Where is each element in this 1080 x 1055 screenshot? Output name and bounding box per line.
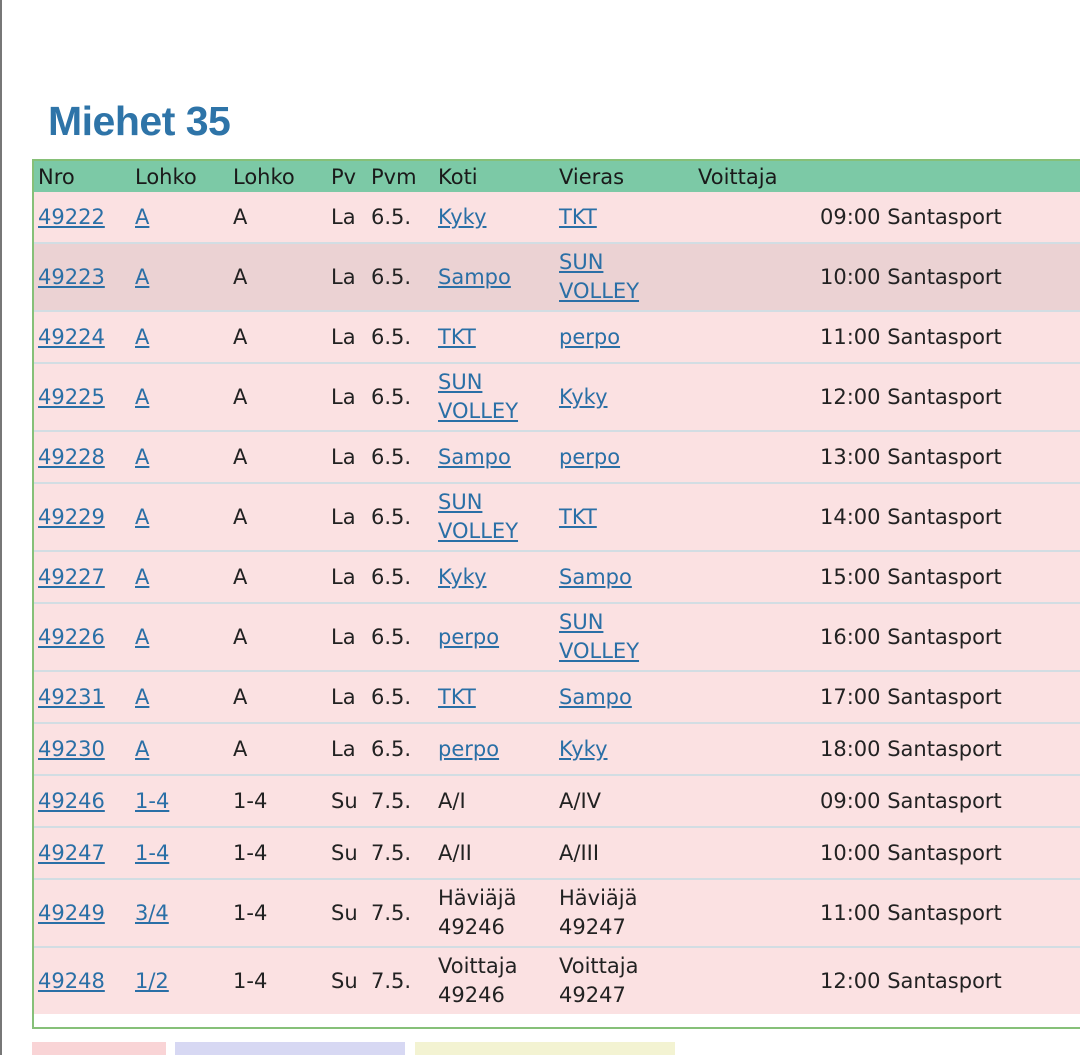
lohko-link[interactable]: 1/2 (135, 968, 169, 993)
time-place-text: 11:00 Santasport (820, 324, 1002, 349)
cell-koti (434, 947, 555, 1014)
home-team-text: 49246 (438, 915, 505, 939)
lohko-text: A (233, 504, 248, 529)
time-place-text: 18:00 Santasport (820, 736, 1002, 761)
cell-time-place (816, 363, 1080, 431)
away-team-link[interactable]: perpo (559, 444, 621, 469)
match-number-link[interactable]: 49226 (38, 624, 105, 649)
away-team-text: A/IV (559, 788, 601, 813)
cell-lohko (229, 775, 327, 827)
cell-lohko (229, 671, 327, 723)
cell-lohko-link (131, 483, 229, 551)
away-team-link[interactable]: VOLLEY (559, 279, 640, 303)
date-text: 6.5. (371, 324, 412, 349)
cell-nro (34, 311, 131, 363)
cell-lohko-link (131, 243, 229, 311)
cell-pv (327, 671, 367, 723)
column-header-pv: Pv (327, 161, 367, 192)
cell-pvm (367, 431, 434, 483)
cell-pv (327, 947, 367, 1014)
lohko-text: A (233, 264, 248, 289)
lohko-link[interactable]: A (135, 264, 150, 289)
cell-vieras (555, 723, 694, 775)
lohko-text: A (233, 624, 248, 649)
table-row (34, 431, 1080, 483)
cell-pvm (367, 671, 434, 723)
table-row (34, 775, 1080, 827)
table-row (34, 483, 1080, 551)
cell-lohko-link (131, 363, 229, 431)
table-row (34, 243, 1080, 311)
cell-voittaja (694, 775, 816, 827)
cell-time-place (816, 311, 1080, 363)
cell-pvm (367, 827, 434, 879)
match-number-link[interactable]: 49229 (38, 504, 105, 529)
cell-pvm (367, 551, 434, 603)
lohko-link[interactable]: 1-4 (135, 788, 170, 813)
away-team-link[interactable]: SUN (559, 250, 604, 274)
cell-lohko-link (131, 192, 229, 243)
cell-pvm (367, 879, 434, 947)
cell-lohko (229, 363, 327, 431)
cell-lohko (229, 723, 327, 775)
cell-koti (434, 671, 555, 723)
home-team-link[interactable]: SUN (438, 490, 483, 514)
lohko-link[interactable]: A (135, 736, 150, 761)
cell-lohko-link (131, 879, 229, 947)
weekday-text: La (331, 684, 356, 709)
cell-nro (34, 775, 131, 827)
cell-nro (34, 483, 131, 551)
cell-voittaja (694, 192, 816, 243)
away-team-link[interactable]: TKT (559, 204, 597, 229)
cell-pv (327, 431, 367, 483)
away-team-link[interactable]: TKT (559, 504, 597, 529)
table-row (34, 192, 1080, 243)
cell-koti (434, 775, 555, 827)
cell-vieras (555, 603, 694, 671)
cell-pvm (367, 243, 434, 311)
match-number-link[interactable]: 49249 (38, 900, 105, 925)
cell-koti (434, 243, 555, 311)
date-text: 6.5. (371, 204, 412, 229)
match-number-link[interactable]: 49247 (38, 840, 105, 865)
home-team-link[interactable]: TKT (438, 324, 476, 349)
match-number-link[interactable]: 49224 (38, 324, 105, 349)
legend-swatch-1 (32, 1042, 166, 1055)
date-text: 6.5. (371, 264, 412, 289)
time-place-text: 09:00 Santasport (820, 204, 1002, 229)
table-row (34, 723, 1080, 775)
cell-pvm (367, 311, 434, 363)
cell-nro (34, 947, 131, 1014)
lohko-text: A (233, 444, 248, 469)
cell-pv (327, 311, 367, 363)
lohko-text: A (233, 564, 248, 589)
time-place-text: 14:00 Santasport (820, 504, 1002, 529)
date-text: 6.5. (371, 564, 412, 589)
cell-pvm (367, 723, 434, 775)
cell-koti (434, 603, 555, 671)
cell-nro (34, 431, 131, 483)
cell-vieras (555, 311, 694, 363)
date-text: 7.5. (371, 968, 412, 993)
date-text: 6.5. (371, 684, 412, 709)
cell-time-place (816, 827, 1080, 879)
cell-time-place (816, 603, 1080, 671)
home-team-link[interactable]: perpo (438, 736, 500, 761)
match-number-link[interactable]: 49248 (38, 968, 105, 993)
weekday-text: La (331, 624, 356, 649)
column-header-pvm: Pvm (367, 161, 434, 192)
table-row (34, 671, 1080, 723)
time-place-text: 16:00 Santasport (820, 624, 1002, 649)
cell-lohko (229, 827, 327, 879)
lohko-link[interactable]: A (135, 384, 150, 409)
table-header-row (34, 161, 1080, 192)
cell-pv (327, 723, 367, 775)
cell-lohko-link (131, 551, 229, 603)
lohko-link[interactable]: A (135, 504, 150, 529)
time-place-text: 17:00 Santasport (820, 684, 1002, 709)
cell-voittaja (694, 827, 816, 879)
match-number-link[interactable]: 49227 (38, 564, 105, 589)
weekday-text: La (331, 504, 356, 529)
cell-vieras (555, 879, 694, 947)
cell-voittaja (694, 723, 816, 775)
home-team-link[interactable]: Kyky (438, 204, 487, 229)
cell-vieras (555, 671, 694, 723)
cell-pvm (367, 192, 434, 243)
weekday-text: Su (331, 968, 358, 993)
cell-pv (327, 827, 367, 879)
cell-lohko-link (131, 603, 229, 671)
weekday-text: Su (331, 900, 358, 925)
lohko-link[interactable]: A (135, 324, 150, 349)
cell-vieras (555, 775, 694, 827)
legend-swatch-2 (175, 1042, 405, 1055)
cell-koti (434, 363, 555, 431)
cell-time-place (816, 431, 1080, 483)
cell-pv (327, 551, 367, 603)
lohko-link[interactable]: A (135, 684, 150, 709)
table-row (34, 947, 1080, 1014)
lohko-text: 1-4 (233, 788, 268, 813)
cell-koti (434, 551, 555, 603)
home-team-text: Voittaja (438, 954, 518, 978)
home-team-link[interactable]: TKT (438, 684, 476, 709)
cell-pv (327, 775, 367, 827)
away-team-text: Häviäjä (559, 886, 638, 910)
column-header-voittaja: Voittaja (694, 161, 816, 192)
window-left-edge (0, 0, 2, 1055)
cell-nro (34, 603, 131, 671)
cell-lohko (229, 311, 327, 363)
weekday-text: La (331, 264, 356, 289)
cell-koti (434, 879, 555, 947)
home-team-link[interactable]: VOLLEY (438, 399, 519, 423)
match-number-link[interactable]: 49230 (38, 736, 105, 761)
cell-time-place (816, 879, 1080, 947)
lohko-text: A (233, 324, 248, 349)
away-team-link[interactable]: Kyky (559, 384, 608, 409)
cell-voittaja (694, 603, 816, 671)
cell-nro (34, 243, 131, 311)
cell-vieras (555, 243, 694, 311)
cell-pv (327, 363, 367, 431)
cell-pvm (367, 483, 434, 551)
table-row (34, 363, 1080, 431)
lohko-link[interactable]: 1-4 (135, 840, 170, 865)
cell-koti (434, 827, 555, 879)
weekday-text: Su (331, 840, 358, 865)
cell-pv (327, 879, 367, 947)
cell-pv (327, 483, 367, 551)
cell-vieras (555, 551, 694, 603)
weekday-text: La (331, 564, 356, 589)
cell-time-place (816, 243, 1080, 311)
date-text: 6.5. (371, 736, 412, 761)
match-number-link[interactable]: 49223 (38, 264, 105, 289)
cell-pvm (367, 947, 434, 1014)
weekday-text: La (331, 204, 356, 229)
cell-koti (434, 311, 555, 363)
cell-nro (34, 827, 131, 879)
away-team-link[interactable]: Kyky (559, 736, 608, 761)
cell-pv (327, 603, 367, 671)
cell-lohko (229, 947, 327, 1014)
cell-lohko-link (131, 827, 229, 879)
home-team-text: A/I (438, 788, 466, 813)
table-row (34, 603, 1080, 671)
lohko-text: A (233, 384, 248, 409)
lohko-text: 1-4 (233, 968, 268, 993)
cell-koti (434, 483, 555, 551)
home-team-link[interactable]: SUN (438, 370, 483, 394)
date-text: 7.5. (371, 840, 412, 865)
cell-lohko-link (131, 671, 229, 723)
column-header-time-place (816, 161, 1080, 192)
time-place-text: 13:00 Santasport (820, 444, 1002, 469)
away-team-link[interactable]: SUN (559, 610, 604, 634)
lohko-text: 1-4 (233, 840, 268, 865)
cell-lohko (229, 431, 327, 483)
cell-voittaja (694, 947, 816, 1014)
time-place-text: 15:00 Santasport (820, 564, 1002, 589)
date-text: 6.5. (371, 624, 412, 649)
time-place-text: 10:00 Santasport (820, 840, 1002, 865)
away-team-link[interactable]: Sampo (559, 684, 632, 709)
lohko-link[interactable]: A (135, 624, 150, 649)
cell-voittaja (694, 311, 816, 363)
home-team-link[interactable]: Sampo (438, 264, 511, 289)
cell-lohko-link (131, 431, 229, 483)
lohko-text: A (233, 204, 248, 229)
away-team-link[interactable]: VOLLEY (559, 639, 640, 663)
table-row (34, 879, 1080, 947)
table-row (34, 551, 1080, 603)
cell-voittaja (694, 483, 816, 551)
home-team-text: Häviäjä (438, 886, 517, 910)
weekday-text: La (331, 736, 356, 761)
cell-lohko (229, 192, 327, 243)
cell-koti (434, 431, 555, 483)
away-team-text: 49247 (559, 983, 626, 1007)
time-place-text: 10:00 Santasport (820, 264, 1002, 289)
cell-time-place (816, 671, 1080, 723)
cell-nro (34, 671, 131, 723)
cell-time-place (816, 483, 1080, 551)
home-team-link[interactable]: Sampo (438, 444, 511, 469)
cell-voittaja (694, 551, 816, 603)
home-team-link[interactable]: Kyky (438, 564, 487, 589)
cell-lohko-link (131, 947, 229, 1014)
cell-time-place (816, 551, 1080, 603)
cell-time-place (816, 192, 1080, 243)
match-number-link[interactable]: 49231 (38, 684, 105, 709)
time-place-text: 12:00 Santasport (820, 384, 1002, 409)
cell-vieras (555, 363, 694, 431)
time-place-text: 12:00 Santasport (820, 968, 1002, 993)
cell-nro (34, 551, 131, 603)
lohko-text: A (233, 684, 248, 709)
schedule-table-body (34, 192, 1080, 1014)
away-team-link[interactable]: perpo (559, 324, 621, 349)
page-title: Miehet 35 (48, 98, 231, 144)
away-team-text: Voittaja (559, 954, 639, 978)
away-team-text: A/III (559, 840, 600, 865)
time-place-text: 11:00 Santasport (820, 900, 1002, 925)
weekday-text: La (331, 324, 356, 349)
cell-lohko-link (131, 311, 229, 363)
table-row (34, 827, 1080, 879)
schedule-table-frame (32, 159, 1080, 1029)
match-number-link[interactable]: 49225 (38, 384, 105, 409)
weekday-text: La (331, 444, 356, 469)
cell-nro (34, 723, 131, 775)
lohko-link[interactable]: A (135, 564, 150, 589)
cell-koti (434, 192, 555, 243)
cell-lohko (229, 879, 327, 947)
cell-nro (34, 363, 131, 431)
match-number-link[interactable]: 49246 (38, 788, 105, 813)
cell-vieras (555, 947, 694, 1014)
cell-pvm (367, 603, 434, 671)
cell-koti (434, 723, 555, 775)
cell-time-place (816, 775, 1080, 827)
cell-lohko-link (131, 775, 229, 827)
cell-time-place (816, 723, 1080, 775)
match-number-link[interactable]: 49222 (38, 204, 105, 229)
cell-voittaja (694, 671, 816, 723)
column-header-lohko: Lohko (229, 161, 327, 192)
cell-lohko (229, 483, 327, 551)
lohko-link[interactable]: A (135, 204, 150, 229)
date-text: 6.5. (371, 384, 412, 409)
home-team-text: A/II (438, 840, 472, 865)
cell-pv (327, 192, 367, 243)
weekday-text: La (331, 384, 356, 409)
lohko-text: A (233, 736, 248, 761)
away-team-link[interactable]: Sampo (559, 564, 632, 589)
lohko-text: 1-4 (233, 900, 268, 925)
away-team-text: 49247 (559, 915, 626, 939)
home-team-link[interactable]: perpo (438, 624, 500, 649)
cell-nro (34, 879, 131, 947)
cell-lohko (229, 243, 327, 311)
cell-pv (327, 243, 367, 311)
column-header-koti: Koti (434, 161, 555, 192)
column-header-vieras: Vieras (555, 161, 694, 192)
cell-nro (34, 192, 131, 243)
cell-time-place (816, 947, 1080, 1014)
date-text: 7.5. (371, 900, 412, 925)
cell-pvm (367, 363, 434, 431)
cell-vieras (555, 827, 694, 879)
column-header-nro: Nro (34, 161, 131, 192)
home-team-link[interactable]: VOLLEY (438, 519, 519, 543)
home-team-text: 49246 (438, 983, 505, 1007)
cell-lohko-link (131, 723, 229, 775)
match-number-link[interactable]: 49228 (38, 444, 105, 469)
weekday-text: Su (331, 788, 358, 813)
schedule-table (34, 161, 1080, 1014)
cell-voittaja (694, 363, 816, 431)
date-text: 6.5. (371, 504, 412, 529)
legend-swatch-3 (415, 1042, 675, 1055)
date-text: 7.5. (371, 788, 412, 813)
lohko-link[interactable]: A (135, 444, 150, 469)
cell-pvm (367, 775, 434, 827)
cell-vieras (555, 431, 694, 483)
table-row (34, 311, 1080, 363)
cell-voittaja (694, 879, 816, 947)
lohko-link[interactable]: 3/4 (135, 900, 169, 925)
cell-voittaja (694, 431, 816, 483)
cell-vieras (555, 483, 694, 551)
column-header-lohko-link: Lohko (131, 161, 229, 192)
cell-vieras (555, 192, 694, 243)
cell-lohko (229, 603, 327, 671)
date-text: 6.5. (371, 444, 412, 469)
time-place-text: 09:00 Santasport (820, 788, 1002, 813)
cell-voittaja (694, 243, 816, 311)
cell-lohko (229, 551, 327, 603)
